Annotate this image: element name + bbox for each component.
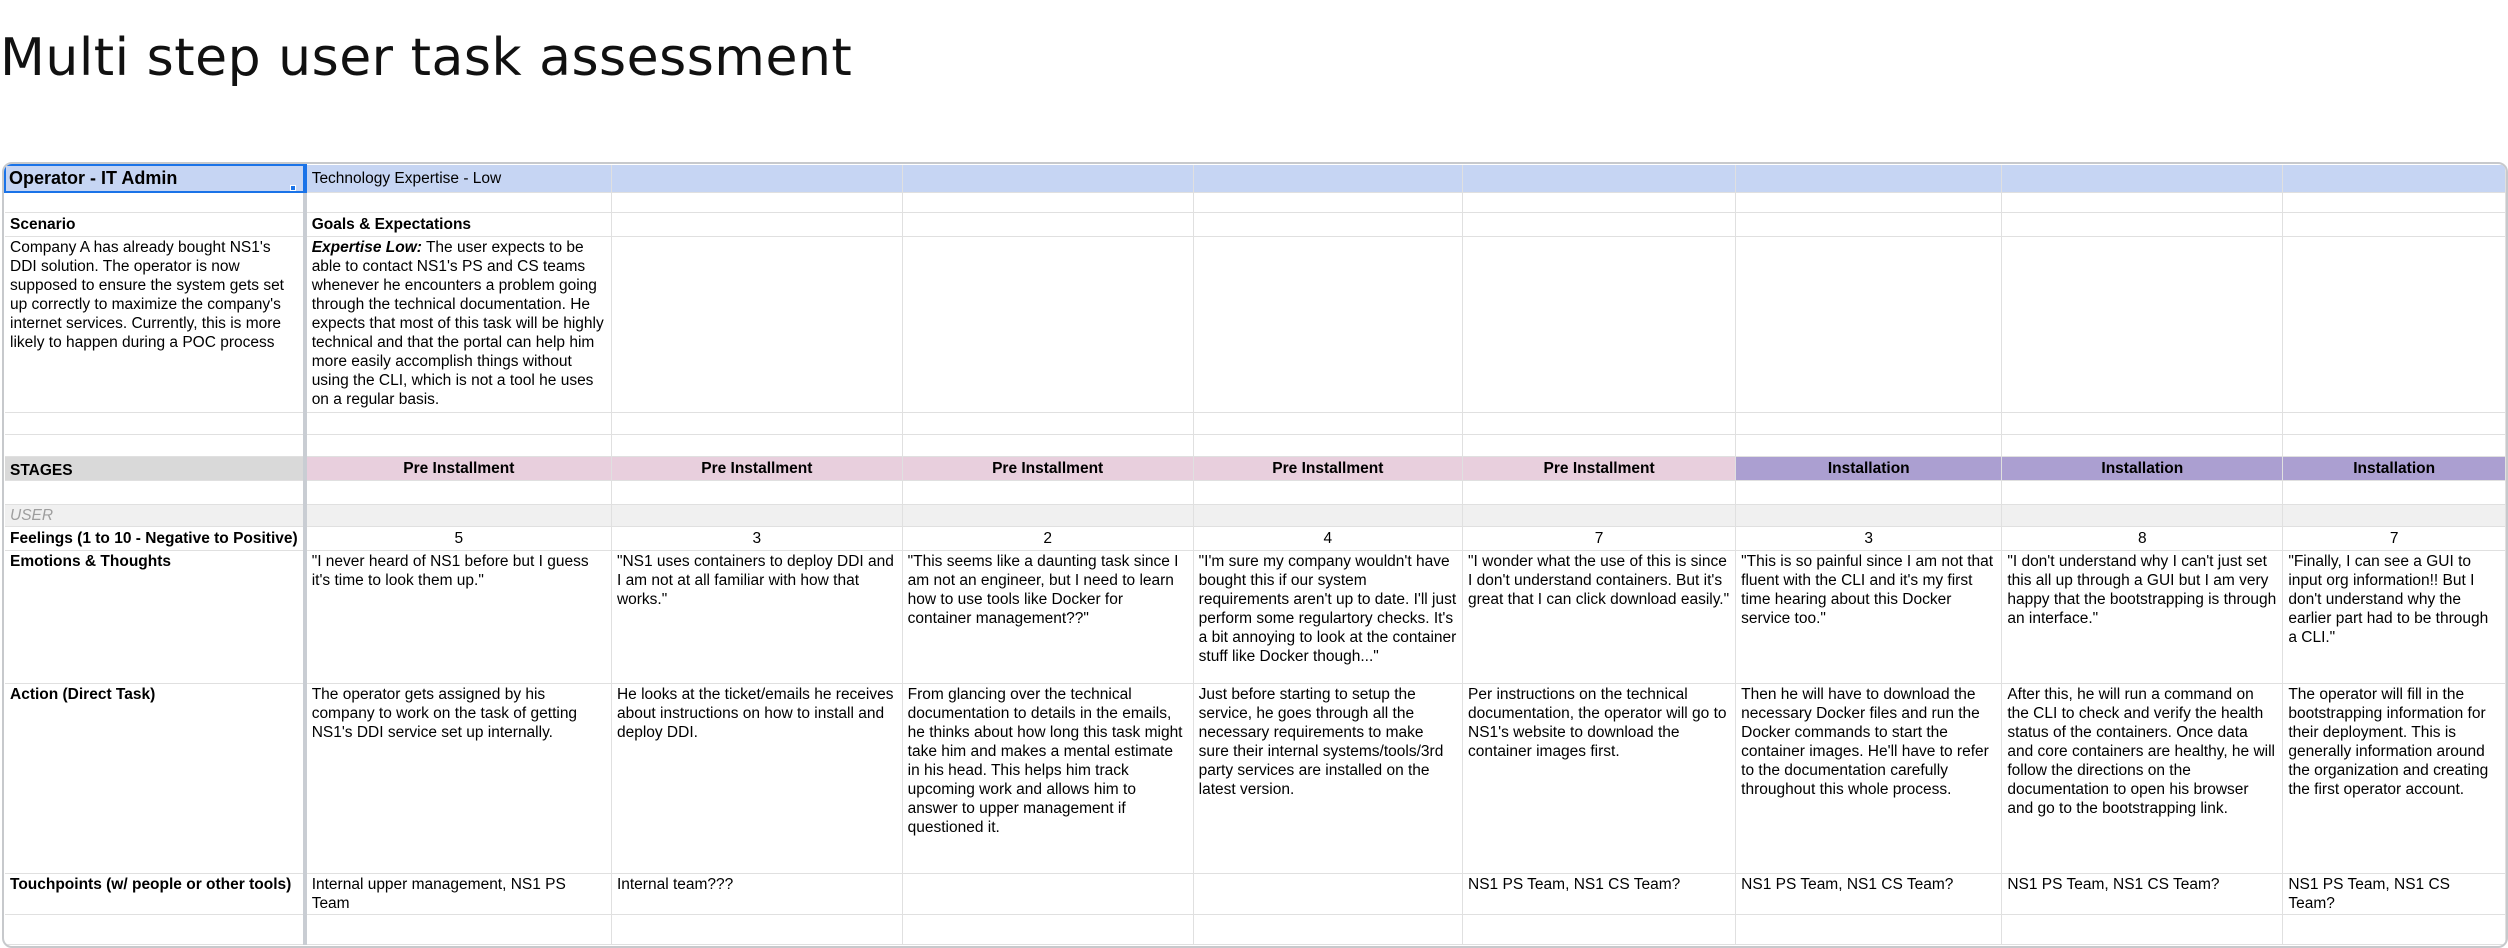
action-cell[interactable]: Just before starting to setup the service, he goes through all the necessary requirements to make sure their internal systems/tools/3rd party services are installed on the latest version. bbox=[1193, 683, 1462, 873]
touchpoint-cell[interactable]: Internal upper management, NS1 PS Team bbox=[305, 873, 612, 914]
expertise-cell[interactable]: Technology Expertise - Low bbox=[305, 165, 612, 192]
emotion-cell[interactable]: "I don't understand why I can't just set this all up through a GUI but I am very happy that the bootstrapping is through an interface." bbox=[2002, 550, 2283, 683]
stage-cell[interactable]: Pre Installment bbox=[1463, 456, 1736, 480]
goals-label[interactable]: Goals & Expectations bbox=[305, 212, 612, 236]
action-cell[interactable]: From glancing over the technical documentation to details in the emails, he thinks about how long this task might take him and makes a mental estimate in his head. This helps him track upcoming work and allows him to answer to upper management if questioned it. bbox=[902, 683, 1193, 873]
stages-label[interactable]: STAGES bbox=[5, 456, 305, 480]
feeling-score[interactable]: 3 bbox=[1736, 526, 2002, 550]
blank-row bbox=[5, 412, 2506, 434]
goals-body: The user expects to be able to contact NS1's PS and CS teams whenever he encounters a problem going through the technical documentation. He expects that most of this task will be highly technical and that the portal can help him more easily accomplish things without using the CLI, which is not a tool he uses on a regular basis. bbox=[311, 238, 604, 408]
feeling-score[interactable]: 7 bbox=[2283, 526, 2506, 550]
emotion-cell[interactable]: "I wonder what the use of this is since I don't understand containers. But it's great that I can click download easily." bbox=[1463, 550, 1736, 683]
spreadsheet-grid[interactable] bbox=[2, 162, 2508, 948]
page-title: Multi step user task assessment bbox=[0, 28, 853, 88]
blank-row bbox=[5, 434, 2506, 456]
emotion-cell[interactable]: "I never heard of NS1 before but I guess it's time to look them up." bbox=[305, 550, 612, 683]
action-cell[interactable]: He looks at the ticket/emails he receives about instructions on how to install and deploy DDI. bbox=[611, 683, 902, 873]
feelings-row bbox=[5, 526, 2506, 550]
action-cell[interactable]: The operator gets assigned by his company to work on the task of getting NS1's DDI service set up internally. bbox=[305, 683, 612, 873]
feeling-score[interactable]: 3 bbox=[611, 526, 902, 550]
blank-row bbox=[5, 480, 2506, 504]
touchpoint-cell[interactable]: NS1 PS Team, NS1 CS Team? bbox=[1736, 873, 2002, 914]
stage-cell[interactable]: Installation bbox=[1736, 456, 2002, 480]
scenario-row bbox=[5, 236, 2506, 412]
touchpoint-cell[interactable]: NS1 PS Team, NS1 CS Team? bbox=[2283, 873, 2506, 914]
feeling-score[interactable]: 4 bbox=[1193, 526, 1462, 550]
stage-cell[interactable]: Pre Installment bbox=[305, 456, 612, 480]
action-cell[interactable]: Then he will have to download the necessary Docker files and run the Docker commands to start the container images. He'll have to refer to the documentation carefully throughout this whole process. bbox=[1736, 683, 2002, 873]
emotion-cell[interactable]: "This is so painful since I am not that fluent with the CLI and it's my first time hearing about this Docker service too." bbox=[1736, 550, 2002, 683]
touchpoint-cell[interactable] bbox=[1193, 873, 1462, 914]
selection-fill-handle[interactable] bbox=[290, 185, 296, 191]
stage-cell[interactable]: Pre Installment bbox=[611, 456, 902, 480]
action-cell[interactable]: After this, he will run a command on the CLI to check and verify the health status of the containers. Once data and core containers are healthy, he will follow the directions on the documentation to open his browser and go to the bootstrapping link. bbox=[2002, 683, 2283, 873]
touchpoint-cell[interactable]: NS1 PS Team, NS1 CS Team? bbox=[1463, 873, 1736, 914]
persona-cell[interactable]: Operator - IT Admin bbox=[5, 165, 305, 192]
action-cell[interactable]: Per instructions on the technical documentation, the operator will go to NS1's website to download the container images first. bbox=[1463, 683, 1736, 873]
touchpoints-row bbox=[5, 873, 2506, 914]
feeling-score[interactable]: 8 bbox=[2002, 526, 2283, 550]
feeling-score[interactable]: 5 bbox=[305, 526, 612, 550]
action-label[interactable]: Action (Direct Task) bbox=[5, 683, 305, 873]
feelings-label[interactable]: Feelings (1 to 10 - Negative to Positive) bbox=[5, 526, 305, 550]
action-cell[interactable]: The operator will fill in the bootstrapping information for their deployment. This is generally information around the organization and creating the first operator account. bbox=[2283, 683, 2506, 873]
emotions-label[interactable]: Emotions & Thoughts bbox=[5, 550, 305, 683]
stage-cell[interactable]: Installation bbox=[2283, 456, 2506, 480]
stages-row bbox=[5, 456, 2506, 480]
touchpoints-label[interactable]: Touchpoints (w/ people or other tools) bbox=[5, 873, 305, 914]
stage-cell[interactable]: Pre Installment bbox=[1193, 456, 1462, 480]
emotions-row bbox=[5, 550, 2506, 683]
emotion-cell[interactable]: "Finally, I can see a GUI to input org information!! But I don't understand why the earlier part had to be through a CLI." bbox=[2283, 550, 2506, 683]
scenario-label[interactable]: Scenario bbox=[5, 212, 305, 236]
feeling-score[interactable]: 7 bbox=[1463, 526, 1736, 550]
emotion-cell[interactable]: "I'm sure my company wouldn't have bought this if our system requirements aren't up to date. I'll just perform some regulartory checks. It's a bit annoying to look at the container stuff like Docker though..." bbox=[1193, 550, 1462, 683]
blank-row bbox=[5, 192, 2506, 212]
user-label[interactable]: USER bbox=[5, 504, 305, 526]
touchpoint-cell[interactable] bbox=[902, 873, 1193, 914]
touchpoint-cell[interactable]: NS1 PS Team, NS1 CS Team? bbox=[2002, 873, 2283, 914]
stage-cell[interactable]: Installation bbox=[2002, 456, 2283, 480]
journey-table bbox=[4, 164, 2506, 945]
persona-row bbox=[5, 165, 2506, 192]
feeling-score[interactable]: 2 bbox=[902, 526, 1193, 550]
section-label-row bbox=[5, 212, 2506, 236]
goals-text[interactable] bbox=[305, 236, 612, 412]
emotion-cell[interactable]: "This seems like a daunting task since I am not an engineer, but I need to learn how to use tools like Docker for container management??" bbox=[902, 550, 1193, 683]
blank-row bbox=[5, 914, 2506, 944]
emotion-cell[interactable]: "NS1 uses containers to deploy DDI and I am not at all familiar with how that works." bbox=[611, 550, 902, 683]
scenario-text[interactable]: Company A has already bought NS1's DDI solution. The operator is now supposed to ensure the system gets set up correctly to maximize the company's internet services. Currently, this is more likely to happen during a POC process bbox=[5, 236, 305, 412]
user-row bbox=[5, 504, 2506, 526]
stage-cell[interactable]: Pre Installment bbox=[902, 456, 1193, 480]
action-row bbox=[5, 683, 2506, 873]
touchpoint-cell[interactable]: Internal team??? bbox=[611, 873, 902, 914]
goals-lead: Expertise Low: bbox=[311, 238, 422, 256]
